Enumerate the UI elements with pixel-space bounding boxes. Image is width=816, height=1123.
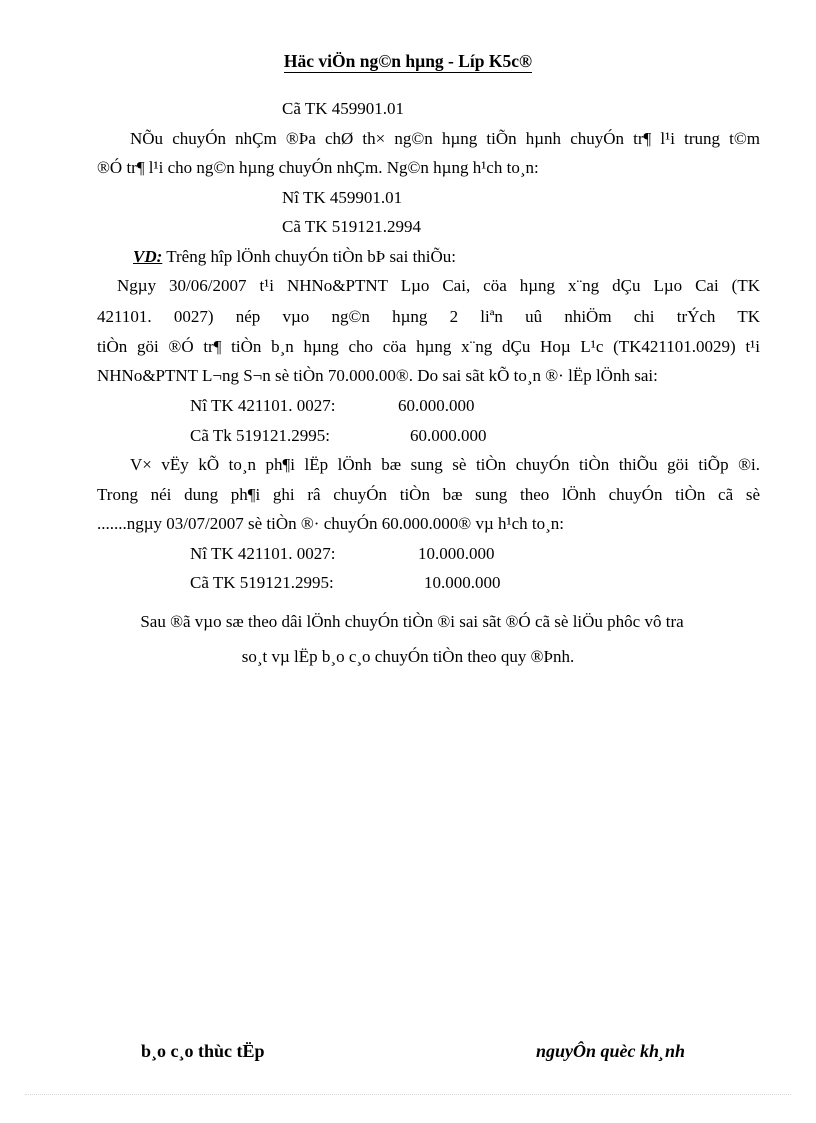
paragraph-1-line-1: NÕu chuyÓn nhÇm ®Þa chØ th× ng©n hµng tiÕn hµnh chuyÓn tr¶ l¹i trung t©m <box>130 129 760 148</box>
closing-line-2: so¸t vµ lËp b¸o c¸o chuyÓn tiÒn theo quy ®Þnh. <box>241 647 575 666</box>
entry-2-debit-label: Nî TK 421101. 0027: <box>190 544 336 563</box>
entry-1-debit <box>190 395 816 417</box>
account-line-debit-459: Nî TK 459901.01 <box>282 188 403 207</box>
entry-2-credit-amount: 10.000.000 <box>424 573 501 592</box>
paragraph-3-line-2: Trong néi dung ph¶i ghi râ chuyÓn tiÒn bæ sung theo lÖnh chuyÓn tiÒn cã sè <box>97 485 760 504</box>
paragraph-2-line-1: Ngµy 30/06/2007 t¹i NHNo&PTNT Lµo Cai, cöa hµng x¨ng dÇu Lµo Cai (TK <box>117 276 760 295</box>
entry-1-credit-label: Cã Tk 519121.2995: <box>190 426 330 445</box>
paragraph-1-line-2: ®Ó tr¶ l¹i cho ng©n hµng chuyÓn nhÇm. Ng©n hµng h¹ch to¸n: <box>97 158 539 177</box>
entry-2-debit <box>190 543 816 565</box>
paragraph-2-line-3: tiÒn göi ®Ó tr¶ tiÒn b¸n hµng cho cöa hµng x¨ng dÇu Hoµ L¹c (TK421101.0029) t¹i <box>97 337 760 356</box>
paragraph-3-line-1: V× vËy kÕ to¸n ph¶i lËp lÖnh bæ sung sè tiÒn chuyÓn tiÒn thiÕu göi tiÕp ®i. <box>130 455 760 474</box>
page-header-title: Häc viÖn ng©n hµng - Líp K5c® <box>283 51 533 71</box>
account-line-credit-459: Cã TK 459901.01 <box>282 99 404 118</box>
footer-report-title: b¸o c¸o thùc tËp <box>141 1041 265 1061</box>
paragraph-3-line-3: .......ngµy 03/07/2007 sè tiÒn ®· chuyÓn 60.000.000® vµ h¹ch to¸n: <box>97 514 564 533</box>
entry-2-credit <box>190 572 816 594</box>
account-line-credit-519: Cã TK 519121.2994 <box>282 217 421 236</box>
entry-1-debit-amount: 60.000.000 <box>398 396 475 415</box>
entry-2-debit-amount: 10.000.000 <box>418 544 495 563</box>
entry-2-credit-label: Cã TK 519121.2995: <box>190 573 334 592</box>
entry-1-credit-amount: 60.000.000 <box>410 426 487 445</box>
paragraph-2-line-4: NHNo&PTNT L¬ng S¬n sè tiÒn 70.000.00®. Do sai sãt kÕ to¸n ®· lËp lÖnh sai: <box>97 366 658 385</box>
entry-1-debit-label: Nî TK 421101. 0027: <box>190 396 336 415</box>
paragraph-2-line-2: 421101. 0027) nép vµo ng©n hµng 2 liªn uû nhiÖm chi trÝch TK <box>97 307 760 326</box>
footer-divider <box>25 1094 791 1095</box>
example-label: VD: <box>133 247 163 266</box>
example-heading <box>133 246 796 268</box>
page-header <box>0 51 816 72</box>
example-heading-text: Trêng hîp lÖnh chuyÓn tiÒn bÞ sai thiÕu: <box>162 247 457 266</box>
footer-author-name: nguyÔn quèc kh¸nh <box>536 1041 686 1061</box>
entry-1-credit <box>190 425 816 447</box>
closing-line-1: Sau ®ã vµo sæ theo dâi lÖnh chuyÓn tiÒn ®i sai sãt ®Ó cã sè liÖu phôc vô tra <box>140 612 684 631</box>
